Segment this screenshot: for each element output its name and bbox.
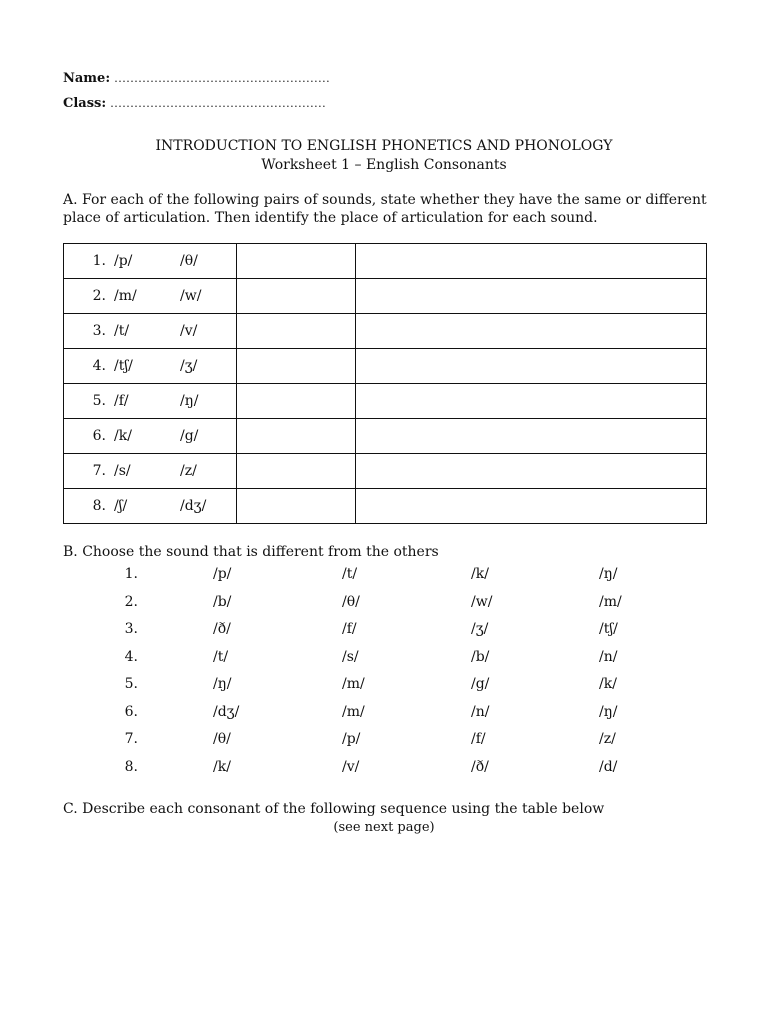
pair-row [64,419,707,454]
choice-option-a[interactable]: /ð/ [213,621,231,637]
choice-number: 5. [124,676,138,692]
choice-option-d[interactable]: /ŋ/ [599,703,618,720]
choice-option-d[interactable]: /n/ [599,648,618,665]
pair-cell [64,384,237,419]
name-blank[interactable]: ...................................................... [114,72,331,85]
choice-row [0,621,768,645]
choice-number: 7. [124,731,138,747]
choice-option-c[interactable]: /k/ [471,566,489,582]
choice-option-a[interactable]: /k/ [213,758,231,775]
pair-number: 5. [92,393,106,409]
choice-option-b[interactable]: /m/ [342,703,365,720]
choice-number: 8. [124,758,138,775]
choice-number: 1. [124,566,138,582]
pair-row [64,244,707,279]
class-blank[interactable]: ...................................................... [110,97,327,110]
choice-option-b[interactable]: /f/ [342,621,357,637]
choice-option-c[interactable]: /n/ [471,703,490,720]
choice-number: 3. [124,621,138,637]
pair-sound-1: /s/ [114,463,131,479]
same-different-answer-cell[interactable] [237,349,356,384]
same-different-answer-cell[interactable] [237,384,356,419]
pair-sound-1: /p/ [114,253,133,269]
pair-sound-1: /m/ [114,288,137,304]
choice-option-b[interactable]: /s/ [342,648,359,665]
place-of-articulation-answer-cell[interactable] [356,384,707,419]
choice-option-c[interactable]: /f/ [471,731,486,747]
section-c-instruction: C. Describe each consonant of the following sequence using the table below [63,801,605,817]
choice-row [0,566,768,590]
pair-number: 8. [92,498,106,514]
worksheet-subtitle: Worksheet 1 – English Consonants [261,157,507,173]
worksheet-title: INTRODUCTION TO ENGLISH PHONETICS AND PHONOLOGY [155,138,613,154]
section-b-instruction: B. Choose the sound that is different from the others [63,544,439,560]
pair-number: 7. [92,463,106,479]
pair-row [64,454,707,489]
same-different-answer-cell[interactable] [237,489,356,524]
choice-option-b[interactable]: /p/ [342,731,361,747]
choice-option-c[interactable]: /w/ [471,593,493,610]
choice-option-c[interactable]: /ð/ [471,758,489,775]
pair-sound-2: /θ/ [180,253,198,269]
choice-option-d[interactable]: /tʃ/ [599,621,618,637]
pair-sound-2: /dʒ/ [180,498,207,514]
choice-row [0,704,768,728]
same-different-answer-cell[interactable] [237,244,356,279]
pair-row [64,489,707,524]
class-field [63,96,326,111]
choice-row [0,676,768,700]
pair-sound-2: /ŋ/ [180,393,199,409]
choice-number: 2. [124,593,138,610]
pair-sound-1: /tʃ/ [114,358,133,374]
place-of-articulation-answer-cell[interactable] [356,244,707,279]
choice-option-c[interactable]: /b/ [471,648,490,665]
choice-option-a[interactable]: /θ/ [213,731,231,747]
pair-sound-2: /z/ [180,463,197,479]
choice-option-a[interactable]: /ŋ/ [213,676,232,692]
pair-cell [64,314,237,349]
choice-option-b[interactable]: /t/ [342,566,358,582]
pair-sound-1: /k/ [114,428,132,444]
choice-option-d[interactable]: /z/ [599,731,616,747]
section-a-table [63,243,707,524]
same-different-answer-cell[interactable] [237,314,356,349]
choice-option-a[interactable]: /t/ [213,648,229,665]
choice-row [0,731,768,755]
section-c-note: (see next page) [333,820,435,835]
pair-row [64,349,707,384]
choice-option-d[interactable]: /k/ [599,676,617,692]
choice-option-b[interactable]: /θ/ [342,593,360,610]
choice-number: 6. [124,703,138,720]
same-different-answer-cell[interactable] [237,454,356,489]
pair-number: 4. [92,358,106,374]
choice-option-d[interactable]: /ŋ/ [599,566,618,582]
class-label: Class: [63,96,107,111]
pair-cell [64,419,237,454]
choice-row [0,649,768,673]
section-a-instruction: A. For each of the following pairs of sounds, state whether they have the same or different place of articulation. Then identify the place of articulation for each sound. [63,192,707,226]
pair-cell [64,349,237,384]
place-of-articulation-answer-cell[interactable] [356,489,707,524]
same-different-answer-cell[interactable] [237,419,356,454]
pair-sound-1: /t/ [114,323,130,339]
pair-sound-1: /f/ [114,393,129,409]
pair-cell [64,489,237,524]
pair-number: 2. [92,288,106,304]
pair-number: 1. [92,253,106,269]
pair-sound-1: /ʃ/ [114,498,128,514]
choice-option-a[interactable]: /p/ [213,566,232,582]
choice-option-c[interactable]: /g/ [471,676,490,692]
pair-number: 3. [92,323,106,339]
pair-cell [64,454,237,489]
name-field [63,71,330,86]
choice-option-b[interactable]: /m/ [342,676,365,692]
choice-option-a[interactable]: /dʒ/ [213,703,240,720]
place-of-articulation-answer-cell[interactable] [356,314,707,349]
pair-sound-2: /w/ [180,288,202,304]
pair-sound-2: /g/ [180,428,199,444]
pair-sound-2: /v/ [180,323,198,339]
choice-row [0,594,768,618]
pair-sound-2: /ʒ/ [180,358,198,374]
choice-option-c[interactable]: /ʒ/ [471,621,489,637]
place-of-articulation-answer-cell[interactable] [356,419,707,454]
choice-option-d[interactable]: /d/ [599,758,618,775]
place-of-articulation-answer-cell[interactable] [356,349,707,384]
choice-row [0,759,768,783]
pair-row [64,314,707,349]
pair-row [64,384,707,419]
place-of-articulation-answer-cell[interactable] [356,279,707,314]
place-of-articulation-answer-cell[interactable] [356,454,707,489]
choice-number: 4. [124,648,138,665]
name-label: Name: [63,71,111,86]
pair-cell [64,244,237,279]
pair-cell [64,279,237,314]
choice-option-d[interactable]: /m/ [599,593,622,610]
choice-option-a[interactable]: /b/ [213,593,232,610]
same-different-answer-cell[interactable] [237,279,356,314]
choice-option-b[interactable]: /v/ [342,758,360,775]
pair-row [64,279,707,314]
pair-number: 6. [92,428,106,444]
